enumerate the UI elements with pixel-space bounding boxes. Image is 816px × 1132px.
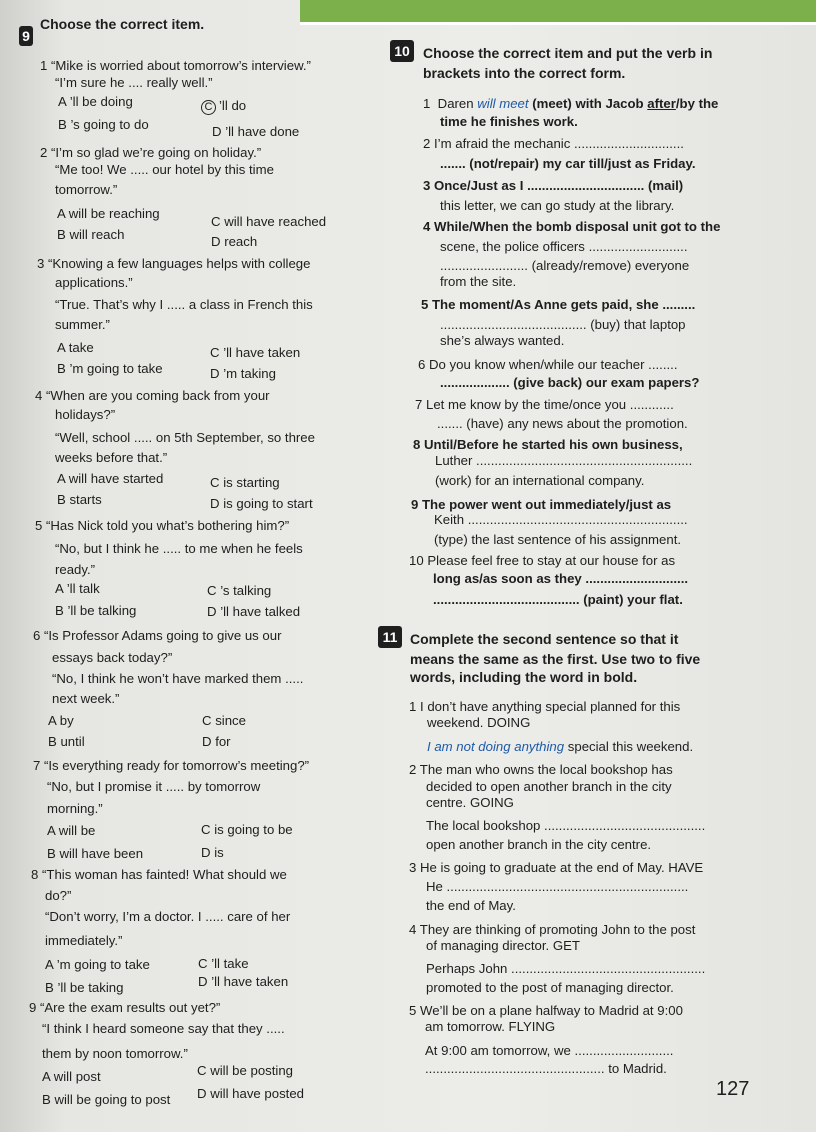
s10-item8-line1: 8 Until/Before he started his own business, <box>413 437 683 452</box>
s11-item2-line1: 2 The man who owns the local bookshop has <box>409 762 673 777</box>
q6-line4: next week.” <box>52 691 120 706</box>
section-10-title-line1: Choose the correct item and put the verb in <box>423 45 713 61</box>
s10-item3-line1: 3 Once/Just as I ................................ (mail) <box>423 178 684 193</box>
q4-line3: “Well, school ..... on 5th September, so three <box>55 430 315 445</box>
q8-option-c: C ’ll take <box>198 956 249 971</box>
s11-item3-line1: 3 He is going to graduate at the end of May. HAVE <box>409 860 704 875</box>
q5-option-c: C ’s talking <box>207 583 272 598</box>
s11-item2-line4: The local bookshop ............................................ <box>426 818 706 833</box>
s11-item5-line4: ................................................. to Madrid. <box>425 1061 667 1076</box>
section-9-title: Choose the correct item. <box>40 16 205 32</box>
q3-line4: summer.” <box>55 317 110 332</box>
section-11-title-line2: means the same as the first. Use two to five <box>410 651 701 667</box>
q1-line2: “I’m sure he .... really well.” <box>55 75 213 90</box>
s10-item1-text-c: /by the <box>675 96 719 111</box>
s10-item10-line3: ........................................ (paint) your flat. <box>433 592 683 607</box>
q1-option-c <box>201 98 246 115</box>
s10-item1-line2: time he finishes work. <box>440 114 578 129</box>
header-strip <box>300 22 816 25</box>
s10-item5-line2: ........................................ (buy) that laptop <box>440 317 686 332</box>
s11-item1-line2: weekend. DOING <box>427 715 531 730</box>
s10-item5-line3: she’s always wanted. <box>440 333 565 348</box>
q4-option-a: A will have started <box>57 471 164 486</box>
q2-option-b: B will reach <box>57 227 125 242</box>
section-11-badge: 11 <box>378 626 402 648</box>
q3-option-b: B ’m going to take <box>57 361 163 376</box>
q2-line1: 2 “I’m so glad we’re going on holiday.” <box>40 145 262 160</box>
q2-option-a: A will be reaching <box>57 206 160 221</box>
s11-item4-line4: promoted to the post of managing director. <box>426 980 674 995</box>
q9-option-a: A will post <box>42 1069 101 1084</box>
s11-item2-line3: centre. GOING <box>426 795 514 810</box>
s10-item4-line2: scene, the police officers ........................... <box>440 239 688 254</box>
q9-line1: 9 “Are the exam results out yet?” <box>29 1000 221 1015</box>
q1-option-b: B ’s going to do <box>58 117 149 132</box>
q5-option-d: D ’ll have talked <box>207 604 301 619</box>
q9-option-b: B will be going to post <box>42 1092 171 1107</box>
q9-line3: them by noon tomorrow.” <box>42 1046 188 1061</box>
q9-option-c: C will be posting <box>197 1063 294 1078</box>
s11-item2-line5: open another branch in the city centre. <box>426 837 652 852</box>
s11-item1-answer: I am not doing anything <box>427 739 565 754</box>
s11-item1-line3 <box>427 739 693 755</box>
q2-line2: “Me too! We ..... our hotel by this time <box>55 162 274 177</box>
s11-item2-line2: decided to open another branch in the city <box>426 779 672 794</box>
s10-item4-line1: 4 While/When the bomb disposal unit got to the <box>423 219 721 234</box>
q7-line1: 7 “Is everything ready for tomorrow’s meeting?” <box>33 758 310 773</box>
s11-item3-line2: He .................................................................. <box>426 879 689 894</box>
s10-item4-line4: from the site. <box>440 274 517 289</box>
q1-option-c-text: ’ll do <box>219 98 247 113</box>
q8-line3: “Don’t worry, I’m a doctor. I ..... care of her <box>45 909 291 924</box>
q1-option-d: D ’ll have done <box>212 124 300 139</box>
q6-line2: essays back today?” <box>52 650 173 665</box>
q8-line4: immediately.” <box>45 933 123 948</box>
q5-option-a: A ’ll talk <box>55 581 100 596</box>
section-10-title-line2: brackets into the correct form. <box>423 65 626 81</box>
s10-item5-line1: 5 The moment/As Anne gets paid, she ......... <box>421 297 696 312</box>
q8-option-b: B ’ll be taking <box>45 980 124 995</box>
q6-line3: “No, I think he won’t have marked them ..... <box>52 671 304 686</box>
q8-line1: 8 “This woman has fainted! What should we <box>31 867 287 882</box>
q3-option-d: D ’m taking <box>210 366 276 381</box>
q4-option-d: D is going to start <box>210 496 313 511</box>
page-number: 127 <box>716 1078 750 1100</box>
s10-item1-text-b: (meet) with Jacob <box>528 96 648 111</box>
q3-line1: 3 “Knowing a few languages helps with college <box>37 256 311 271</box>
s10-item1-text-a: Daren <box>437 96 478 111</box>
s10-item10-line2: long as/as soon as they ............................ <box>433 571 689 586</box>
q4-line4: weeks before that.” <box>55 450 168 465</box>
q9-option-d: D will have posted <box>197 1086 305 1101</box>
q1-option-a: A ’ll be doing <box>58 94 133 109</box>
section-11-title-line1: Complete the second sentence so that it <box>410 631 679 647</box>
s10-item10-line1: 10 Please feel free to stay at our house for as <box>409 553 676 568</box>
q5-line3: ready.” <box>55 562 96 577</box>
s11-item3-line3: the end of May. <box>426 898 516 913</box>
header-green-bar <box>300 0 816 22</box>
s11-item5-line2: am tomorrow. FLYING <box>425 1019 556 1034</box>
q7-option-b: B will have been <box>47 846 144 861</box>
s10-item6-line2: ................... (give back) our exam papers? <box>440 375 700 390</box>
q3-option-a: A take <box>57 340 94 355</box>
s10-item8-line2: Luther ........................................................... <box>435 453 693 468</box>
q3-line3: “True. That’s why I ..... a class in French this <box>55 297 313 312</box>
s10-item4-line3: ........................ (already/remove) everyone <box>440 258 690 273</box>
s10-item1-underlined: after <box>647 96 676 111</box>
s11-item1-line1: 1 I don’t have anything special planned for this <box>409 699 681 714</box>
q7-line2: “No, but I promise it ..... by tomorrow <box>47 779 261 794</box>
q7-option-c: C is going to be <box>201 822 293 837</box>
s11-item4-line1: 4 They are thinking of promoting John to the post <box>409 922 696 937</box>
section-11-title-line3: words, including the word in bold. <box>410 669 638 685</box>
q7-option-d: D is <box>201 845 224 860</box>
q7-line3: morning.” <box>47 801 103 816</box>
q1-line1: 1 “Mike is worried about tomorrow’s interview.” <box>40 58 311 73</box>
q2-option-c: C will have reached <box>211 214 327 229</box>
q5-option-b: B ’ll be talking <box>55 603 137 618</box>
s10-item1-number: 1 <box>423 96 431 111</box>
s10-item9-line2: Keith ............................................................ <box>434 512 688 527</box>
q7-option-a: A will be <box>47 823 96 838</box>
q8-option-a: A ’m going to take <box>45 957 150 972</box>
q2-option-d: D reach <box>211 234 258 249</box>
q4-line2: holidays?” <box>55 407 116 422</box>
q6-option-b: B until <box>48 734 85 749</box>
q6-option-c: C since <box>202 713 246 728</box>
s11-item5-line1: 5 We’ll be on a plane halfway to Madrid at 9:00 <box>409 1003 683 1018</box>
answer-circle: C <box>201 100 216 115</box>
q8-option-d: D ’ll have taken <box>198 974 289 989</box>
q6-option-a: A by <box>48 713 74 728</box>
s11-item5-line3: At 9:00 am tomorrow, we ........................... <box>425 1043 674 1058</box>
q4-option-c: C is starting <box>210 475 280 490</box>
s10-item8-line3: (work) for an international company. <box>435 473 645 488</box>
s10-item3-line2: this letter, we can go study at the library. <box>440 198 675 213</box>
s10-item2-line2: ....... (not/repair) my car till/just as Friday. <box>440 156 696 171</box>
section-10-badge: 10 <box>390 40 414 62</box>
s10-item9-line3: (type) the last sentence of his assignment. <box>434 532 682 547</box>
q5-line1: 5 “Has Nick told you what’s bothering him?” <box>35 518 290 533</box>
q8-line2: do?” <box>45 888 72 903</box>
q6-line1: 6 “Is Professor Adams going to give us our <box>33 628 282 643</box>
q6-option-d: D for <box>202 734 231 749</box>
q3-line2: applications.” <box>55 275 133 290</box>
s11-item4-line3: Perhaps John ..................................................... <box>426 961 706 976</box>
s10-item1-answer: will meet <box>477 96 529 111</box>
s10-item7-line1: 7 Let me know by the time/once you ............ <box>415 397 674 412</box>
q5-line2: “No, but I think he ..... to me when he feels <box>55 541 303 556</box>
s10-item1-line1 <box>423 96 718 112</box>
s10-item2-line1: 2 I’m afraid the mechanic .............................. <box>423 136 684 151</box>
s11-item4-line2: of managing director. GET <box>426 938 580 953</box>
q4-option-b: B starts <box>57 492 102 507</box>
s10-item7-line2: ....... (have) any news about the promotion. <box>437 416 688 431</box>
q3-option-c: C ’ll have taken <box>210 345 301 360</box>
section-9-badge: 9 <box>19 26 33 46</box>
q4-line1: 4 “When are you coming back from your <box>35 388 270 403</box>
q9-line2: “I think I heard someone say that they ..... <box>42 1021 285 1036</box>
s10-item9-line1: 9 The power went out immediately/just as <box>411 497 672 512</box>
s11-item1-rest: special this weekend. <box>564 739 694 754</box>
s10-item6-line1: 6 Do you know when/while our teacher ........ <box>418 357 678 372</box>
q2-line3: tomorrow.” <box>55 182 118 197</box>
